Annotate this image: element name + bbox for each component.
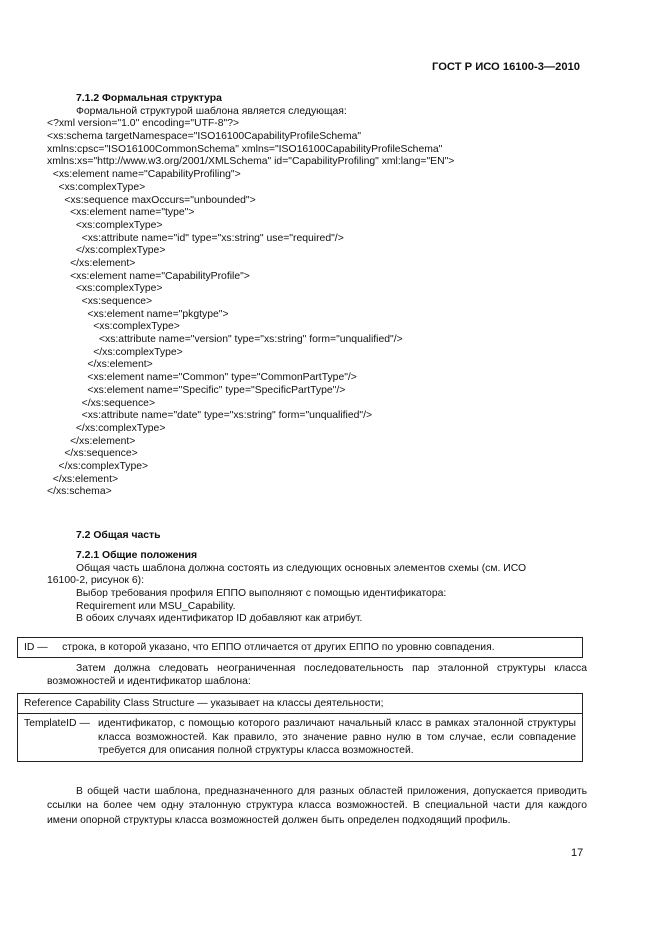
paragraph: Общая часть шаблона должна состоять из следующих основных элементов схемы (см. ИСО [76, 562, 527, 574]
code-line: <xs:attribute name="id" type="xs:string" use="required"/> [47, 232, 344, 244]
code-line: <xs:element name="CapabilityProfile"> [47, 270, 250, 282]
code-line: </xs:element> [47, 473, 119, 485]
definition-reference-capability: Reference Capability Class Structure — указывает на классы деятельности; [24, 698, 384, 709]
definition-id: ID — строка, в которой указано, что ЕППО отличается от других ЕППО по уровню совпадения. [24, 642, 495, 653]
section-7-2 [47, 530, 587, 543]
code-line: <xs:attribute name="version" type="xs:string" form="unqualified"/> [47, 334, 403, 346]
section-heading: 7.1.2 Формальная структура [76, 93, 222, 104]
term-label: TemplateID — [24, 718, 90, 729]
code-line: <xs:complexType> [47, 181, 146, 193]
code-line: </xs:element> [47, 359, 153, 371]
code-line: <xs:schema targetNamespace="ISO16100CapabilityProfileSchema" [47, 131, 362, 143]
document-header: ГОСТ Р ИСО 16100-3—2010 [432, 61, 580, 73]
code-line: <xs:complexType> [47, 219, 163, 231]
code-line: <?xml version="1.0" encoding="UTF-8"?> [47, 118, 240, 130]
code-line: </xs:schema> [47, 486, 112, 498]
section-7-1-2 [47, 93, 587, 499]
code-line: </xs:complexType> [47, 422, 166, 434]
code-line: </xs:complexType> [47, 245, 166, 257]
code-line: </xs:sequence> [47, 397, 156, 409]
code-line: </xs:sequence> [47, 448, 138, 460]
paragraph: В общей части шаблона, предназначенного для разных областей приложения, допускается приводить ссылки на более чем одну эталонную структура класса возможностей. В специальной части для каждого имени опорной структуры класса возможностей должен быть определен подходящий профиль. [47, 786, 587, 826]
paragraph: В обоих случаях идентификатор ID добавляют как атрибут. [76, 613, 363, 625]
code-line: xmlns:cpsc="ISO16100CommonSchema" xmlns="ISO16100CapabilityProfileSchema" [47, 143, 443, 155]
code-line: </xs:element> [47, 435, 136, 447]
definition-template-id [18, 713, 582, 761]
code-line: <xs:element name="Common" type="CommonPartType"/> [47, 372, 357, 384]
code-line: <xs:complexType> [47, 321, 180, 333]
code-line: <xs:complexType> [47, 283, 163, 295]
intro-text: Формальной структурой шаблона является следующая: [76, 105, 347, 117]
code-line: <xs:element name="Specific" type="SpecificPartType"/> [47, 384, 346, 396]
page-number: 17 [571, 847, 584, 859]
code-line: <xs:sequence> [47, 296, 153, 307]
paragraph: Requirement или MSU_Capability. [76, 600, 236, 612]
section-heading: 7.2 Общая часть [76, 530, 161, 541]
code-line: <xs:sequence maxOccurs="unbounded"> [47, 194, 256, 206]
paragraph: 16100-2, рисунок 6): [47, 575, 144, 587]
definition-table [17, 693, 583, 762]
paragraph: Выбор требования профиля ЕППО выполняют с помощью идентификатора: [76, 588, 447, 600]
term-definition: идентификатор, с помощью которого различают начальный класс в рамках эталонной структуры класса возможностей. Как правило, это значение равно нулю в том случае, если совпадение требуется для описания полной структуры класса возможностей. [98, 718, 576, 757]
code-line: <xs:element name="pkgtype"> [47, 308, 229, 320]
code-line: <xs:element name="CapabilityProfiling"> [47, 169, 241, 181]
code-line: <xs:attribute name="date" type="xs:string" form="unqualified"/> [47, 410, 373, 422]
code-line: </xs:element> [47, 257, 136, 269]
code-line: </xs:complexType> [47, 460, 149, 472]
code-line: </xs:complexType> [47, 346, 183, 358]
code-line: <xs:element name="type"> [47, 207, 195, 219]
subsection-heading: 7.2.1 Общие положения [76, 550, 198, 561]
code-line: xmlns:xs="http://www.w3.org/2001/XMLSchema" id="CapabilityProfiling" xml:lang="EN"> [47, 156, 455, 168]
xml-schema-code [47, 118, 587, 499]
section-7-2-1 [47, 550, 587, 626]
paragraph: Затем должна следовать неограниченная последовательность пар эталонной структуры класса возможностей и идентификатор шаблона: [47, 663, 587, 688]
definition-box-id [17, 637, 583, 658]
